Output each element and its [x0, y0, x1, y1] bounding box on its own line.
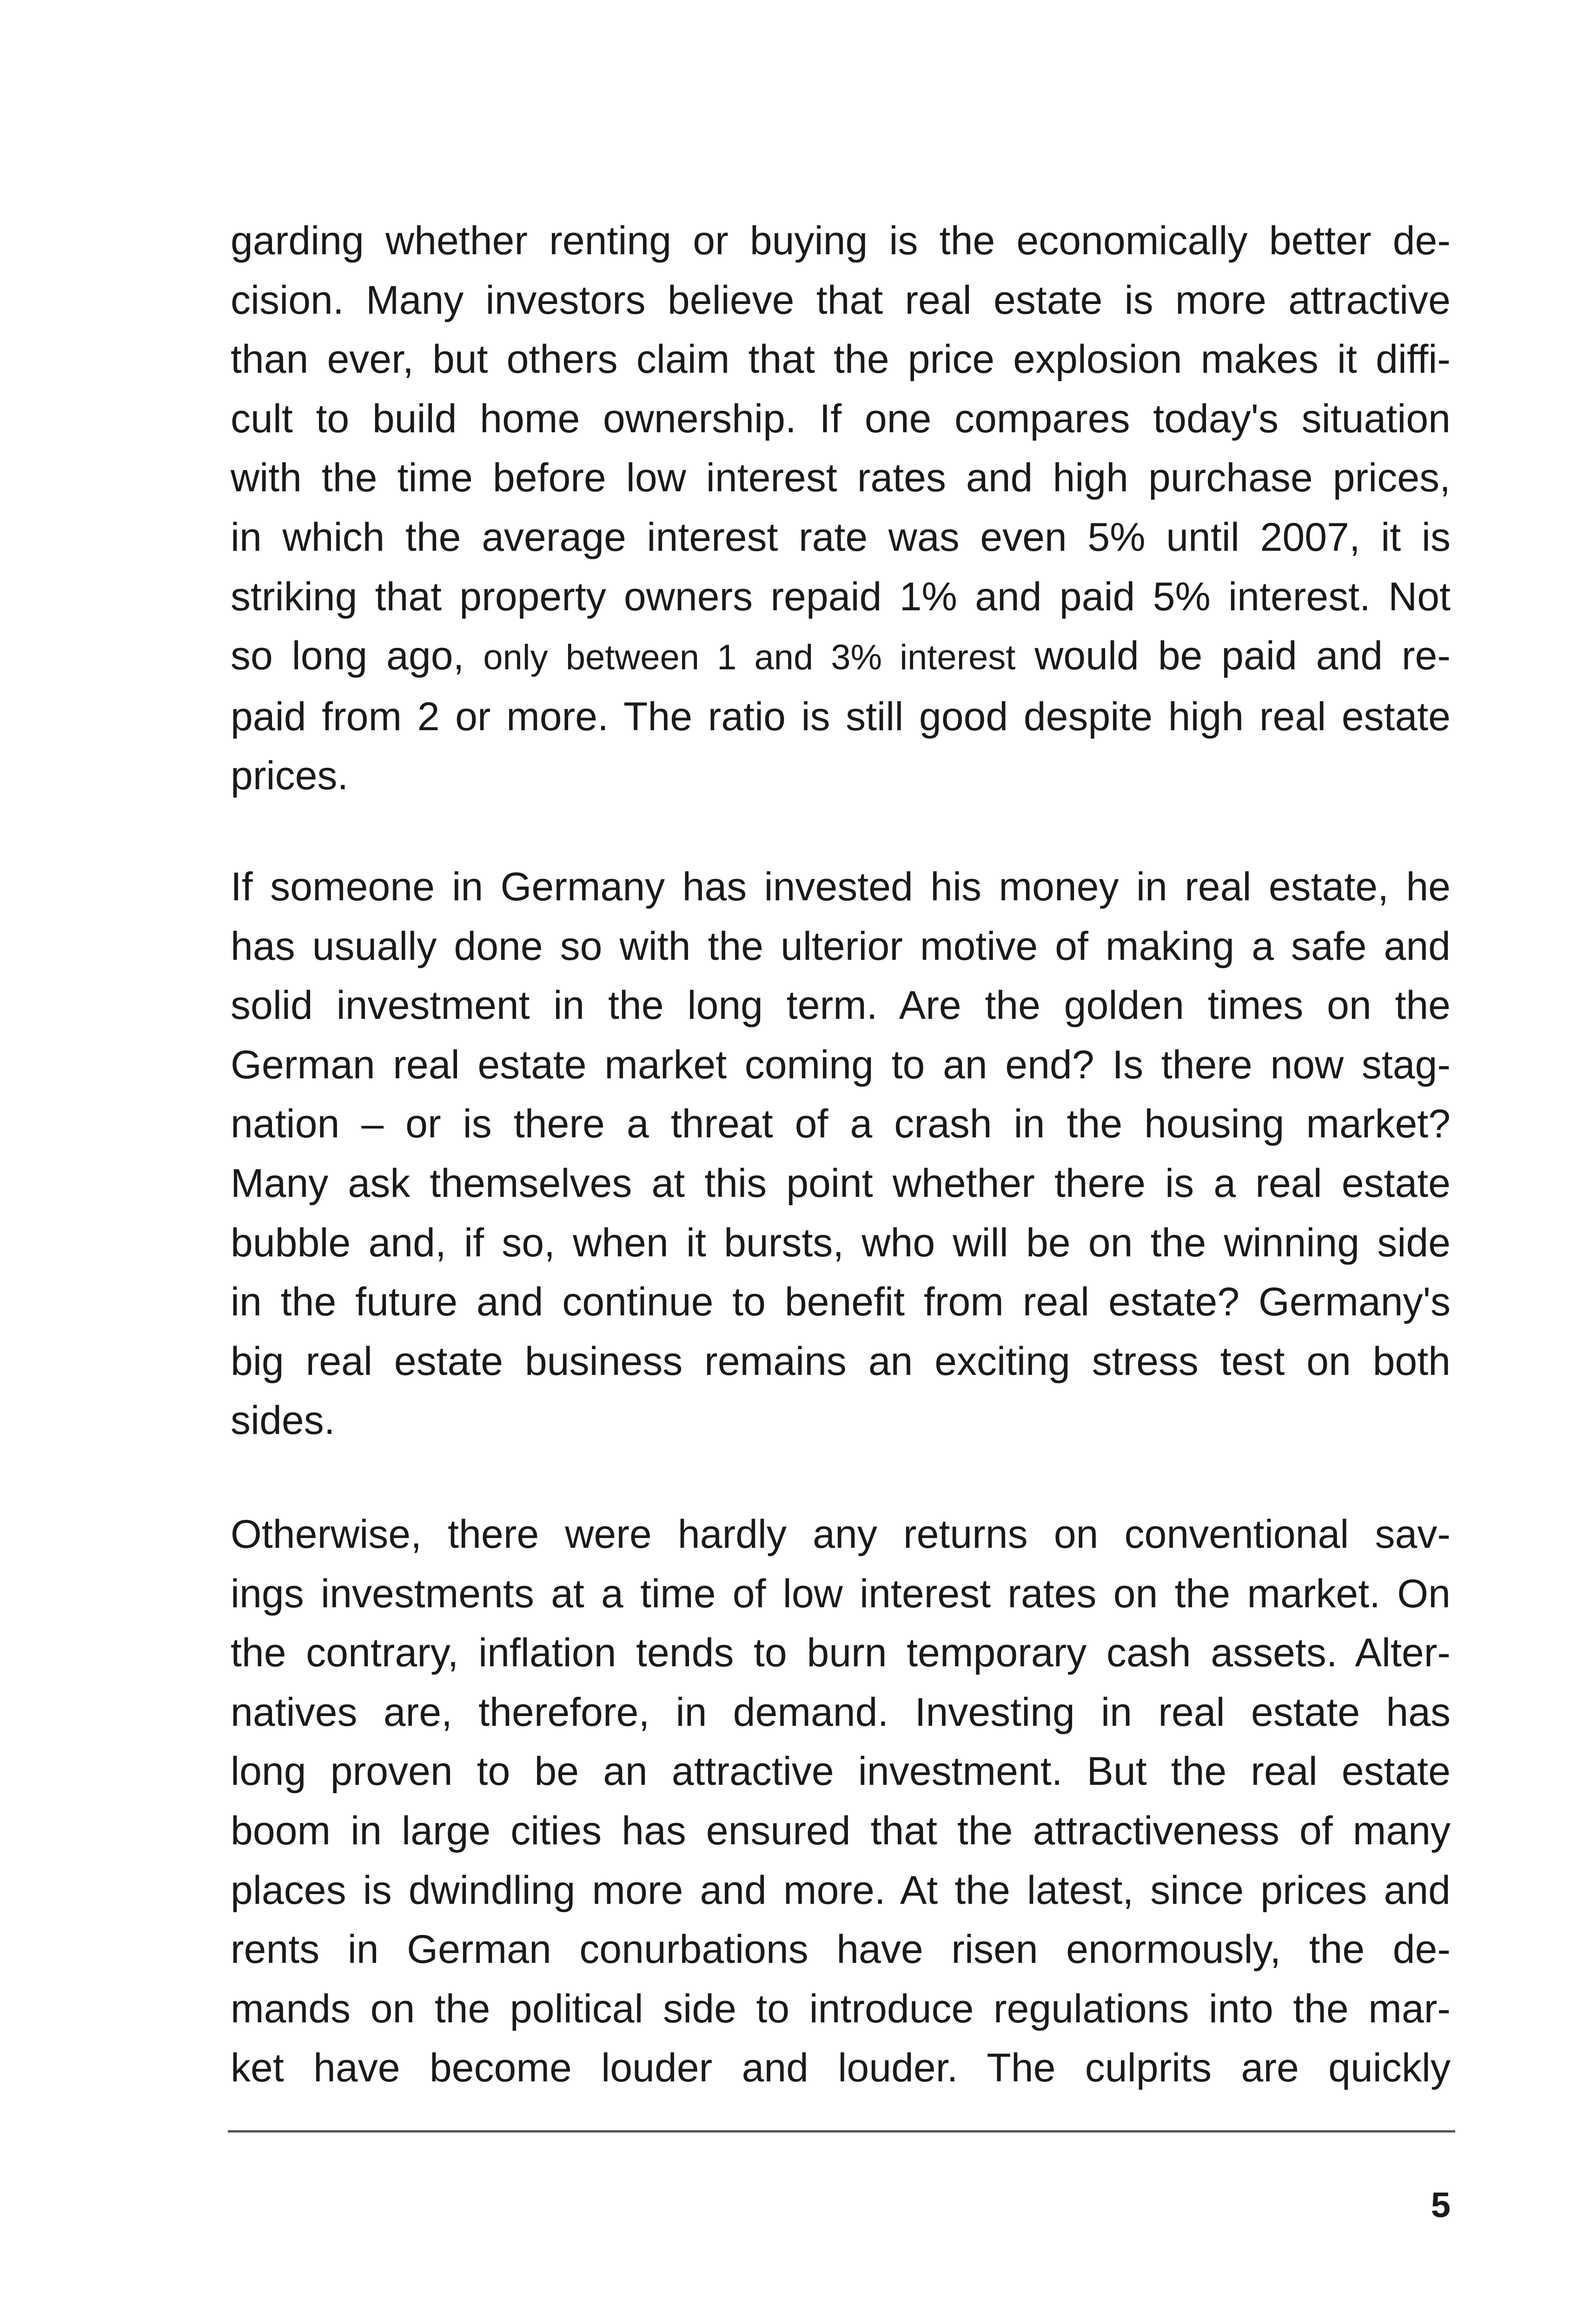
text-line: rents in German conurbations have risen enormously, the de-: [231, 1927, 1451, 1972]
text-line: than ever, but others claim that the price explosion makes it diffi-: [231, 337, 1451, 382]
text-line: paid from 2 or more. The ratio is still good despite high real estate: [231, 694, 1451, 739]
text-line: in the future and continue to benefit from real estate? Germany's: [231, 1280, 1451, 1325]
text-line: Many ask themselves at this point whether there is a real estate: [231, 1161, 1451, 1206]
text-line: prices.: [231, 753, 349, 799]
text-segment: would be paid and re-: [1034, 634, 1451, 679]
text-line-mixed-size: [231, 627, 1451, 687]
text-line: German real estate market coming to an end? Is there now stag-: [231, 1042, 1451, 1087]
text-line: bubble and, if so, when it bursts, who will be on the winning side: [231, 1220, 1451, 1265]
text-line: has usually done so with the ulterior motive of making a safe and: [231, 924, 1451, 969]
text-line: If someone in Germany has invested his money in real estate, he: [231, 865, 1451, 909]
paragraph-1: [231, 211, 1451, 806]
text-line: sides.: [231, 1398, 335, 1443]
text-line: striking that property owners repaid 1% and paid 5% interest. Not: [231, 574, 1451, 619]
text-line: cult to build home ownership. If one compares today's situation: [231, 396, 1451, 441]
text-line: nation – or is there a threat of a crash in the housing market?: [231, 1102, 1451, 1147]
text-line: ings investments at a time of low interest rates on the market. On: [231, 1571, 1451, 1616]
text-line: boom in large cities has ensured that the attractiveness of many: [231, 1808, 1451, 1853]
text-line: solid investment in the long term. Are the golden times on the: [231, 983, 1451, 1028]
text-line: in which the average interest rate was even 5% until 2007, it is: [231, 515, 1451, 560]
text-line: mands on the political side to introduce regulations into the mar-: [231, 1986, 1451, 2031]
small-text-segment: only between 1 and 3% interest: [483, 638, 1016, 678]
text-line: places is dwindling more and more. At the latest, since prices and: [231, 1868, 1451, 1913]
paragraph-2: [231, 858, 1451, 1451]
text-line: long proven to be an attractive investment. But the real estate: [231, 1749, 1451, 1794]
text-line: with the time before low interest rates and high purchase prices,: [231, 456, 1451, 501]
page-number: 5: [1431, 2185, 1451, 2225]
text-line: the contrary, inflation tends to burn temporary cash assets. Alter-: [231, 1631, 1451, 1676]
text-line: ket have become louder and louder. The culprits are quickly: [231, 2046, 1451, 2091]
text-line: Otherwise, there were hardly any returns on conventional sav-: [231, 1512, 1451, 1557]
text-line: big real estate business remains an exciting stress test on both: [231, 1339, 1451, 1384]
text-line: garding whether renting or buying is the economically better de-: [231, 218, 1451, 263]
paragraph-3: [231, 1505, 1451, 2098]
footer-divider: [228, 2130, 1455, 2133]
text-line: cision. Many investors believe that real estate is more attractive: [231, 277, 1451, 323]
text-segment: so long ago,: [231, 634, 464, 679]
text-line: natives are, therefore, in demand. Investing in real estate has: [231, 1690, 1451, 1735]
